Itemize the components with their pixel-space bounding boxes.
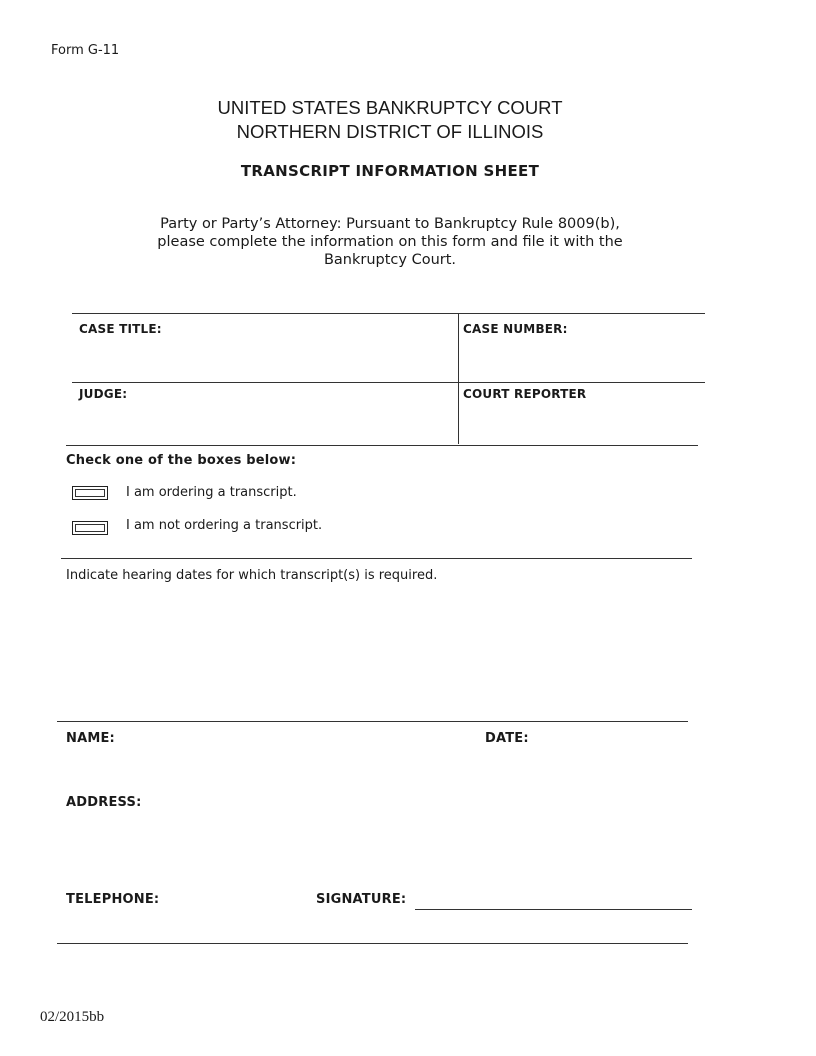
signature-label: SIGNATURE: bbox=[316, 892, 407, 907]
address-field[interactable] bbox=[145, 792, 685, 862]
intro-instructions bbox=[130, 215, 650, 269]
case-box-top-rule bbox=[72, 313, 705, 314]
intro-line-2: please complete the information on this form and file it with the bbox=[157, 234, 623, 250]
hearing-dates-label: Indicate hearing dates for which transcript(s) is required. bbox=[66, 568, 438, 583]
not-ordering-transcript-checkbox[interactable] bbox=[72, 521, 108, 535]
not-ordering-transcript-label: I am not ordering a transcript. bbox=[126, 518, 323, 533]
case-box-divider bbox=[458, 313, 459, 444]
court-reporter-label: COURT REPORTER bbox=[463, 387, 587, 401]
telephone-label: TELEPHONE: bbox=[66, 892, 160, 907]
intro-line-3: Bankruptcy Court. bbox=[323, 252, 457, 268]
signature-line[interactable] bbox=[415, 909, 692, 910]
case-number-field[interactable] bbox=[463, 340, 701, 378]
form-id: Form G-11 bbox=[51, 43, 120, 58]
case-title-label: CASE TITLE: bbox=[79, 322, 162, 336]
ordering-transcript-label: I am ordering a transcript. bbox=[126, 485, 297, 500]
contact-section-top-rule bbox=[57, 721, 688, 722]
court-reporter-field[interactable] bbox=[463, 404, 697, 442]
ordering-transcript-checkbox[interactable] bbox=[72, 486, 108, 500]
court-district: NORTHERN DISTRICT OF ILLINOIS bbox=[236, 121, 544, 142]
date-label: DATE: bbox=[485, 731, 529, 746]
judge-label: JUDGE: bbox=[79, 387, 128, 401]
court-name: UNITED STATES BANKRUPTCY COURT bbox=[217, 97, 563, 118]
name-field[interactable] bbox=[120, 728, 470, 750]
hearing-dates-field[interactable] bbox=[66, 588, 686, 716]
sheet-title: TRANSCRIPT INFORMATION SHEET bbox=[240, 162, 540, 180]
case-title-field[interactable] bbox=[76, 340, 452, 378]
contact-section-bottom-rule bbox=[57, 943, 688, 944]
date-field[interactable] bbox=[535, 728, 685, 750]
address-label: ADDRESS: bbox=[66, 795, 142, 810]
telephone-field[interactable] bbox=[165, 889, 305, 911]
hearing-section-top-rule bbox=[61, 558, 692, 559]
case-box-bottom-rule bbox=[66, 445, 698, 446]
case-number-label: CASE NUMBER: bbox=[463, 322, 568, 336]
name-label: NAME: bbox=[66, 731, 115, 746]
judge-field[interactable] bbox=[76, 404, 452, 442]
case-box-middle-rule bbox=[72, 382, 705, 383]
intro-line-1: Party or Party’s Attorney: Pursuant to Bankruptcy Rule 8009(b), bbox=[160, 216, 620, 232]
form-revision-code: 02/2015bb bbox=[40, 1009, 105, 1025]
check-boxes-heading: Check one of the boxes below: bbox=[66, 453, 297, 468]
